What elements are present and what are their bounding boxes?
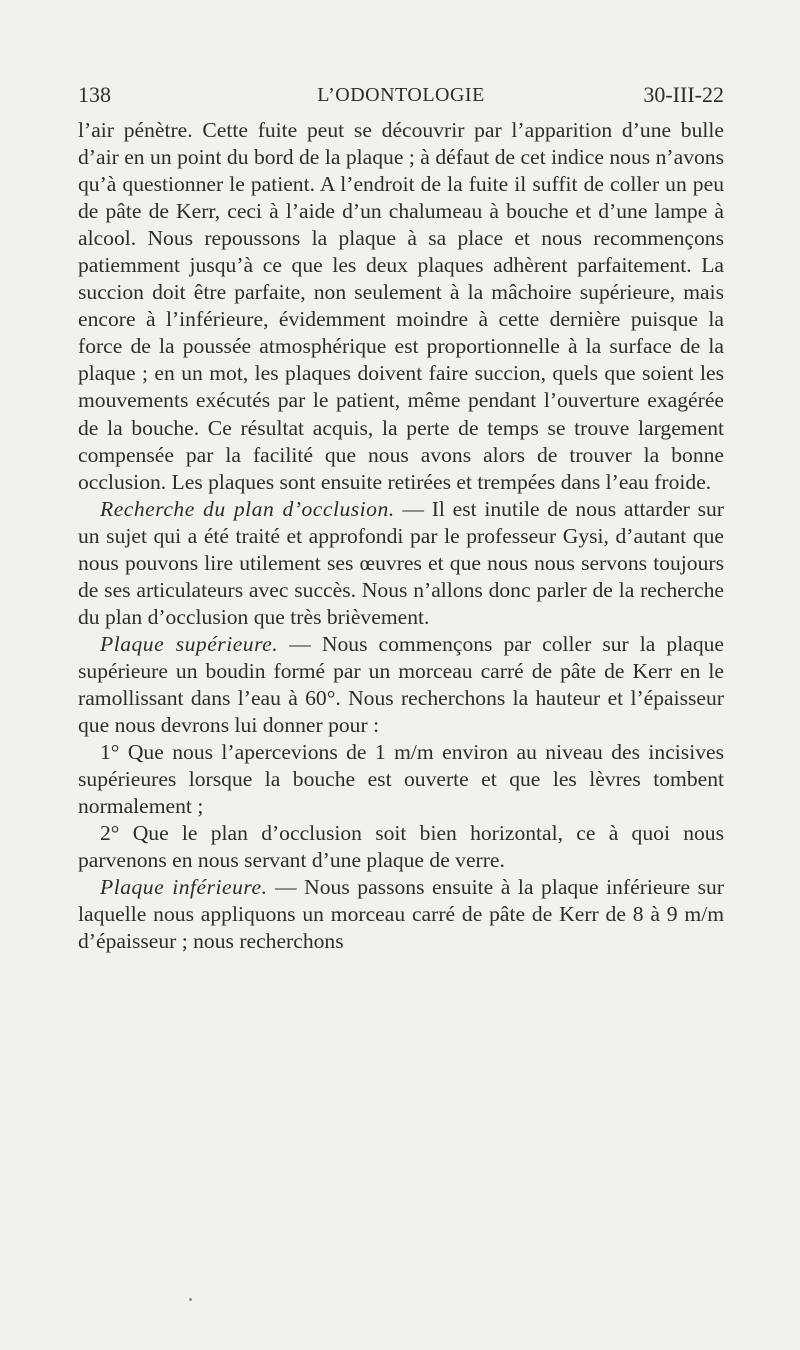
- paragraph-plaque-superieure: [78, 631, 724, 739]
- paragraph-text: 2° Que le plan d’occlusion soit bien horizontal, ce à quoi nous parvenons en nous servant d’une plaque de verre.: [78, 821, 724, 873]
- paragraph-text: — Il est inutile de nous attarder sur un sujet qui a été traité et approfondi par le professeur Gysi, d’autant que nous pouvons lire utilement ses œuvres et que nous nous servons toujours de ses articulateurs avec succès. Nous n’allons donc parler de la recherche du plan d’occlusion que très brièvement.: [78, 496, 724, 629]
- paragraph-text: 1° Que nous l’apercevions de 1 m/m environ au niveau des incisives supérieures lorsque la bouche est ouverte et que les lèvres tombent normalement ;: [78, 740, 724, 819]
- page-header: [78, 82, 724, 114]
- issue-reference: 30-III-22: [643, 82, 724, 107]
- running-title: L’ODONTOLOGIE: [317, 84, 485, 106]
- paper-speck: [189, 1298, 192, 1301]
- paragraph-plaque-inferieure: [78, 874, 724, 955]
- list-item-1: [78, 739, 724, 820]
- page-number: 138: [78, 82, 111, 107]
- body-text: [78, 117, 724, 955]
- paragraph-text: l’air pénètre. Cette fuite peut se découvrir par l’apparition d’une bulle d’air en un point du bord de la plaque ; à défaut de cet indice nous n’avons qu’à questionner le patient. A l’endroit de la fuite il suffit de coller un peu de pâte de Kerr, ceci à l’aide d’un chalumeau à bouche et d’une lampe à alcool. Nous repoussons la plaque à sa place et nous recommençons patiemment jusqu’à ce que les deux plaques adhèrent parfaitement. La succion doit être parfaite, non seulement à la mâchoire supérieure, mais encore à l’inférieure, évidemment moindre à cette dernière puisque la force de la poussée atmosphérique est proportionnelle à la surface de la plaque ; en un mot, les plaques doivent faire succion, quels que soient les mouvements exécutés par le patient, même pendant l’ouverture exagérée de la bouche. Ce résultat acquis, la perte de temps se trouve largement compensée par la facilité que nous avons alors de trouver la bonne occlusion. Les plaques sont ensuite retirées et trempées dans l’eau froide.: [78, 118, 724, 494]
- section-heading-plaque-superieure: Plaque supérieure.: [100, 631, 279, 656]
- list-item-2: [78, 820, 724, 874]
- section-heading-plaque-inferieure: Plaque inférieure.: [100, 875, 268, 900]
- paragraph-text: — Nous passons ensuite à la plaque inférieure sur laquelle nous appliquons un morceau carré de pâte de Kerr de 8 à 9 m/m d’épaisseur ; nous recherchons: [78, 875, 724, 954]
- paragraph-text: — Nous commençons par coller sur la plaque supérieure un boudin formé par un morceau carré de pâte de Kerr en le ramollissant dans l’eau à 60°. Nous recherchons la hauteur et l’épaisseur que nous devrons lui donner pour :: [78, 631, 724, 738]
- section-heading-plan-occlusion: Recherche du plan d’occlusion.: [100, 496, 395, 521]
- paragraph-plan-occlusion: [78, 496, 724, 631]
- paragraph-succion: [78, 117, 724, 496]
